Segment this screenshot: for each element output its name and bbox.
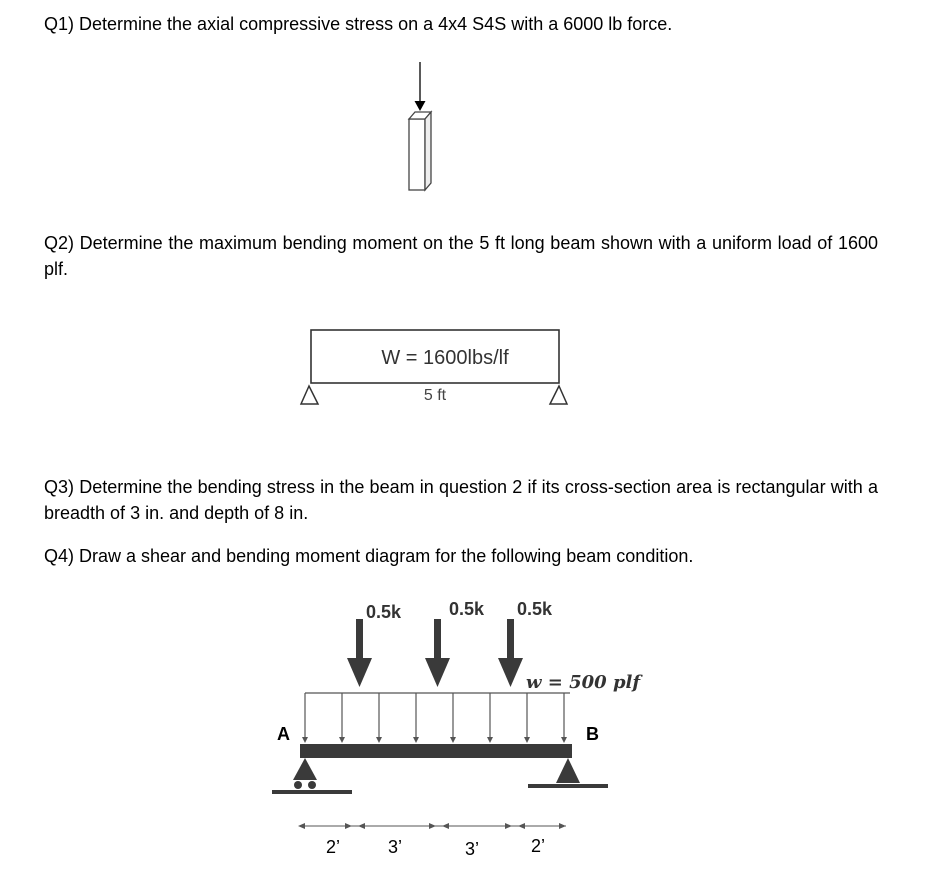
question-4: Q4) Draw a shear and bending moment diagram for the following beam condition. — [44, 546, 694, 566]
load-label: W = 1600lbs/lf — [381, 347, 509, 369]
distributed-load-arrows — [302, 693, 570, 743]
question-1: Q1) Determine the axial compressive stress on a 4x4 S4S with a 6000 lb force. — [44, 14, 673, 34]
distributed-load-label: w = 500 plf — [526, 672, 641, 693]
span-label-3: 3’ — [464, 839, 480, 859]
point-load-label-2: 0.5k — [449, 599, 485, 619]
span-label-4: 2’ — [530, 836, 546, 856]
point-load-arrow-2 — [425, 619, 450, 687]
point-load-label-1: 0.5k — [366, 602, 402, 622]
dimension-line — [298, 823, 566, 829]
point-load-arrow-1 — [347, 619, 372, 687]
span-label: 5 ft — [423, 387, 447, 404]
roller-support-a — [272, 758, 352, 794]
span-label-2: 3’ — [387, 837, 403, 857]
question-2: Q2) Determine the maximum bending moment on the 5 ft long beam shown with a uniform load of 1600 plf. — [44, 233, 878, 279]
pin-support-b — [528, 758, 608, 788]
point-load-arrow-3 — [498, 619, 523, 687]
question-3: Q3) Determine the bending stress in the beam in question 2 if its cross-section area is rectangular with a breadth of 3 in. and depth of 8 in. — [44, 477, 878, 523]
span-label-1: 2’ — [325, 837, 341, 857]
support-label-a: A — [277, 724, 290, 744]
point-load-label-3: 0.5k — [517, 599, 553, 619]
beam — [300, 744, 572, 758]
support-label-b: B — [586, 724, 599, 744]
